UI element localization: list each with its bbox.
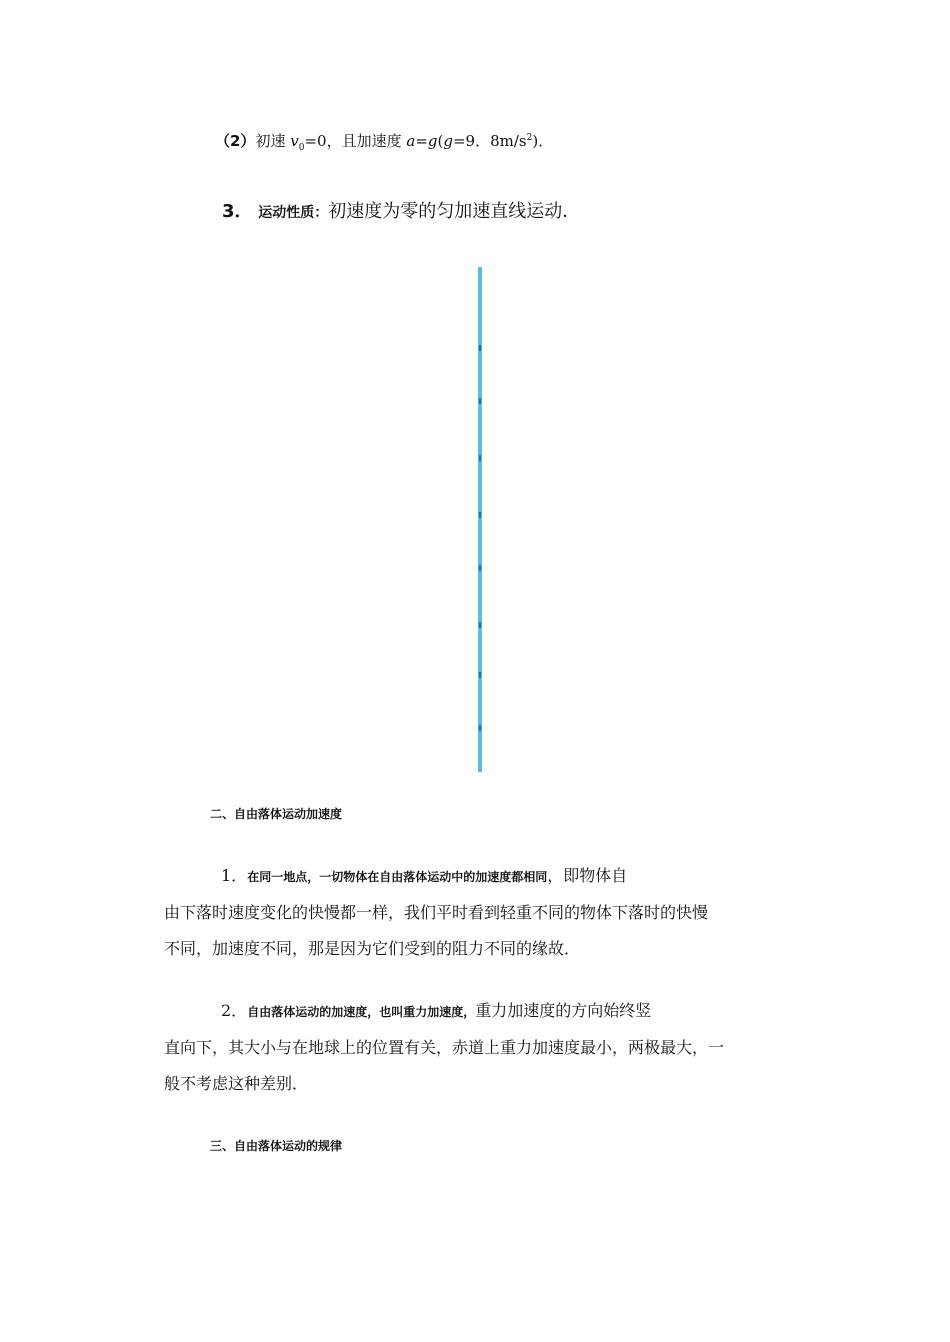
section-heading: 二、自由落体运动加速度 bbox=[210, 807, 343, 821]
var-v: v bbox=[290, 132, 299, 150]
text: 初速度为零的匀加速直线运动． bbox=[328, 201, 581, 222]
bold-text: 在同一地点，一切物体在自由落体运动中的加速度都相同 bbox=[247, 870, 548, 884]
sup-2: 2 bbox=[526, 133, 533, 143]
sub-0: 0 bbox=[298, 143, 305, 153]
paragraph-1 bbox=[164, 858, 788, 967]
tick-mark bbox=[479, 345, 481, 351]
tick-mark bbox=[479, 622, 481, 628]
item-number: 3． bbox=[222, 201, 253, 222]
text: =0，且加速度 bbox=[304, 132, 402, 150]
text: 重力加速度的方向始终竖 bbox=[475, 1001, 652, 1020]
tick-mark bbox=[479, 565, 481, 571]
paragraph-2 bbox=[164, 993, 788, 1102]
motion-nature-line bbox=[222, 197, 580, 223]
label: 运动性质： bbox=[258, 205, 329, 221]
text: 初速 bbox=[255, 132, 286, 150]
vertical-bar bbox=[478, 267, 482, 772]
item-number: 1． bbox=[221, 866, 248, 885]
item-number: （2） bbox=[215, 132, 256, 150]
var-g: g bbox=[443, 132, 453, 150]
text-line: 直向下，其大小与在地球上的位置有关，赤道上重力加速度最小，两极最大，一 bbox=[164, 1038, 725, 1057]
text-line: 般不考虑这种差别． bbox=[164, 1074, 309, 1093]
tick-mark bbox=[479, 725, 481, 731]
section-heading: 三、自由落体运动的规律 bbox=[210, 1139, 343, 1153]
text: )． bbox=[532, 132, 554, 150]
item-number: 2． bbox=[221, 1001, 248, 1020]
paren-open: ( bbox=[437, 132, 444, 150]
initial-velocity-line bbox=[215, 130, 553, 153]
tick-mark bbox=[479, 672, 481, 678]
bold-text: 自由落体运动的加速度，也叫重力加速度， bbox=[247, 1005, 476, 1019]
tick-mark bbox=[479, 455, 481, 461]
var-a: a bbox=[406, 132, 416, 150]
text: ，即物体自 bbox=[547, 866, 628, 885]
tick-mark bbox=[479, 398, 481, 404]
var-g: g bbox=[427, 132, 438, 150]
text-line: 不同，加速度不同，那是因为它们受到的阻力不同的缘故． bbox=[164, 939, 581, 958]
tick-mark bbox=[479, 512, 481, 518]
value: =9．8m/s bbox=[452, 132, 527, 150]
equals: = bbox=[415, 132, 428, 150]
text-line: 由下落时速度变化的快慢都一样，我们平时看到轻重不同的物体下落时的快慢 bbox=[164, 903, 709, 922]
